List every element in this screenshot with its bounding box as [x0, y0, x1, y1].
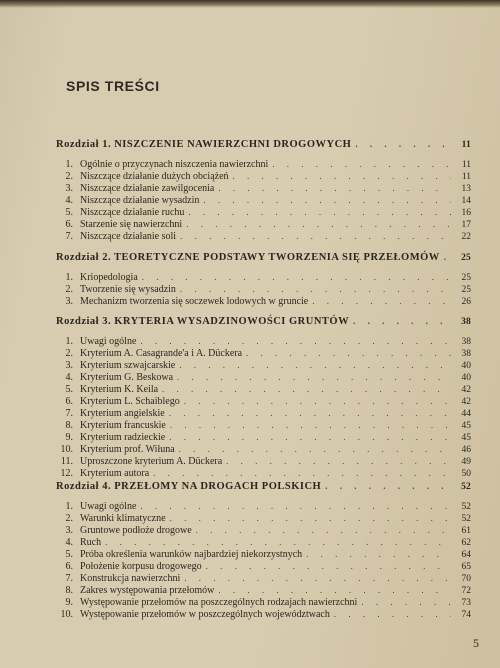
- page-number: 5: [473, 636, 479, 650]
- toc-entry: [56, 455, 471, 467]
- leader-dots: [226, 455, 451, 467]
- entry-number: 3.: [65, 296, 73, 307]
- chapter-items: [56, 500, 471, 620]
- leader-dots: [246, 347, 451, 359]
- toc-entry: [56, 548, 471, 560]
- entry-title: Niszczące działanie dużych obciążeń: [80, 171, 229, 182]
- entry-title: Uproszczone kryterium A. Dückera: [80, 456, 223, 467]
- entry-number: 7.: [65, 573, 73, 584]
- entry-number: 2.: [65, 513, 73, 524]
- entry-page: 17: [461, 220, 471, 230]
- chapter-title: Rozdział 1. NISZCZENIE NAWIERZCHNI DROGOWYCH: [56, 139, 352, 150]
- leader-dots: [140, 335, 451, 347]
- chapter-title: Rozdział 3. KRYTERIA WYSADZINOWOŚCI GRUNTÓW: [56, 316, 350, 327]
- toc-entry: [56, 347, 471, 359]
- entry-page: 50: [461, 469, 471, 479]
- leader-dots: [169, 431, 451, 443]
- leader-dots: [206, 560, 451, 572]
- entry-title: Ruch: [80, 537, 102, 548]
- entry-page: 74: [461, 610, 471, 620]
- entry-number: 1.: [65, 159, 73, 170]
- toc-entry: [56, 407, 471, 419]
- entry-page: 64: [461, 550, 471, 560]
- toc-entry: [56, 443, 471, 455]
- entry-number: 6.: [65, 561, 73, 572]
- entry-title: Kryterium francuskie: [80, 420, 166, 431]
- entry-page: 22: [461, 232, 471, 242]
- entry-title: Kryterium L. Schaiblego: [80, 396, 180, 407]
- entry-number: 8.: [65, 420, 73, 431]
- leader-dots: [153, 467, 451, 479]
- chapter-items: [56, 271, 471, 307]
- chapter-page: 52: [461, 482, 471, 492]
- toc-entry: [56, 383, 471, 395]
- entry-title: Gruntowe podłoże drogowe: [80, 525, 192, 536]
- leader-dots: [188, 206, 451, 218]
- toc-entry: [56, 218, 471, 230]
- leader-dots: [170, 419, 451, 431]
- toc-entry: [56, 608, 471, 620]
- leader-dots: [186, 218, 451, 230]
- toc-entry: [56, 194, 471, 206]
- entry-number: 7.: [65, 408, 73, 419]
- leader-dots: [353, 315, 451, 328]
- chapter-page: 25: [461, 253, 471, 263]
- leader-dots: [179, 443, 451, 455]
- entry-title: Kryterium autora: [80, 468, 150, 479]
- toc-entry: [56, 512, 471, 524]
- toc-entry: [56, 206, 471, 218]
- entry-page: 40: [461, 361, 471, 371]
- entry-number: 6.: [65, 219, 73, 230]
- entry-title: Uwagi ogólne: [80, 336, 137, 347]
- entry-title: Kryterium G. Beskowa: [80, 372, 174, 383]
- entry-title: Położenie korpusu drogowego: [80, 561, 202, 572]
- entry-title: Ogólnie o przyczynach niszczenia nawierzchni: [80, 159, 269, 170]
- toc-entry: [56, 158, 471, 170]
- entry-number: 1.: [65, 501, 73, 512]
- entry-page: 38: [461, 337, 471, 347]
- entry-title: Występowanie przełomów na poszczególnych rodzajach nawierzchni: [80, 597, 358, 608]
- entry-number: 5.: [65, 549, 73, 560]
- entry-title: Tworzenie się wysadzin: [80, 284, 176, 295]
- toc-entry: [56, 572, 471, 584]
- chapter-title: Rozdział 4. PRZEŁOMY NA DROGACH POLSKICH: [56, 481, 322, 492]
- entry-title: Konstrukcja nawierzchni: [80, 573, 181, 584]
- page-edge-shadow: [0, 0, 500, 8]
- entry-page: 45: [461, 433, 471, 443]
- entry-number: 10.: [60, 444, 73, 455]
- toc-entry: [56, 431, 471, 443]
- toc-entry: [56, 230, 471, 242]
- entry-page: 52: [461, 514, 471, 524]
- entry-page: 16: [461, 208, 471, 218]
- leader-dots: [162, 383, 451, 395]
- entry-number: 6.: [65, 396, 73, 407]
- entry-number: 1.: [65, 336, 73, 347]
- leader-dots: [196, 524, 451, 536]
- entry-number: 2.: [65, 284, 73, 295]
- entry-page: 11: [461, 172, 471, 182]
- leader-dots: [177, 371, 451, 383]
- entry-number: 1.: [65, 272, 73, 283]
- entry-title: Kriopedologia: [80, 272, 138, 283]
- entry-title: Kryterium prof. Wiłuna: [80, 444, 175, 455]
- entry-page: 44: [461, 409, 471, 419]
- toc-entry: [56, 283, 471, 295]
- chapter-title: Rozdział 2. TEORETYCZNE PODSTAWY TWORZENIA SIĘ PRZEŁOMÓW: [56, 252, 440, 263]
- entry-page: 46: [461, 445, 471, 455]
- entry-title: Kryterium K. Keila: [80, 384, 159, 395]
- entry-number: 11.: [60, 456, 73, 467]
- toc-entry: [56, 560, 471, 572]
- leader-dots: [180, 230, 451, 242]
- leader-dots: [312, 295, 451, 307]
- entry-title: Niszczące działanie soli: [80, 231, 177, 242]
- entry-number: 2.: [65, 171, 73, 182]
- entry-page: 62: [461, 538, 471, 548]
- entry-title: Zakres występowania przełomów: [80, 585, 215, 596]
- toc-entry: [56, 359, 471, 371]
- entry-page: 14: [461, 196, 471, 206]
- entry-number: 3.: [65, 183, 73, 194]
- toc-entry: [56, 182, 471, 194]
- chapter-2: [56, 251, 471, 307]
- leader-dots: [233, 170, 451, 182]
- entry-title: Kryterium szwajcarskie: [80, 360, 176, 371]
- entry-page: 72: [461, 586, 471, 596]
- entry-number: 4.: [65, 537, 73, 548]
- entry-number: 3.: [65, 525, 73, 536]
- entry-page: 65: [461, 562, 471, 572]
- toc-entry: [56, 596, 471, 608]
- chapter-items: [56, 158, 471, 242]
- entry-number: 10.: [60, 609, 73, 620]
- toc-entry: [56, 170, 471, 182]
- entry-number: 5.: [65, 207, 73, 218]
- leader-dots: [325, 480, 451, 493]
- leader-dots: [105, 536, 451, 548]
- toc-entry: [56, 524, 471, 536]
- entry-page: 61: [461, 526, 471, 536]
- entry-number: 7.: [65, 231, 73, 242]
- entry-page: 11: [461, 160, 471, 170]
- entry-number: 9.: [65, 597, 73, 608]
- toc-entry: [56, 419, 471, 431]
- entry-title: Mechanizm tworzenia się soczewek lodowych w gruncie: [80, 296, 309, 307]
- entry-page: 42: [461, 385, 471, 395]
- entry-number: 2.: [65, 348, 73, 359]
- entry-title: Kryterium angielskie: [80, 408, 165, 419]
- chapter-heading: [56, 480, 471, 494]
- leader-dots: [170, 512, 451, 524]
- entry-title: Próba określenia warunków najbardziej niekorzystnych: [80, 549, 303, 560]
- leader-dots: [334, 608, 451, 620]
- entry-title: Starzenie się nawierzchni: [80, 219, 183, 230]
- chapter-items: [56, 335, 471, 479]
- entry-page: 42: [461, 397, 471, 407]
- entry-page: 26: [461, 297, 471, 307]
- toc-entry: [56, 500, 471, 512]
- entry-title: Niszczące działanie ruchu: [80, 207, 185, 218]
- entry-number: 9.: [65, 432, 73, 443]
- entry-number: 12.: [60, 468, 73, 479]
- toc-entry: [56, 271, 471, 283]
- entry-page: 38: [461, 349, 471, 359]
- leader-dots: [140, 500, 451, 512]
- leader-dots: [306, 548, 451, 560]
- chapter-page: 38: [461, 317, 471, 327]
- toc-entry: [56, 371, 471, 383]
- leader-dots: [218, 584, 451, 596]
- entry-page: 52: [461, 502, 471, 512]
- entry-page: 49: [461, 457, 471, 467]
- leader-dots: [184, 572, 451, 584]
- chapter-heading: [56, 315, 471, 329]
- entry-number: 3.: [65, 360, 73, 371]
- toc-entry: [56, 295, 471, 307]
- leader-dots: [444, 251, 451, 264]
- chapter-heading: [56, 251, 471, 265]
- entry-number: 5.: [65, 384, 73, 395]
- leader-dots: [361, 596, 451, 608]
- entry-title: Uwagi ogólne: [80, 501, 137, 512]
- entry-page: 45: [461, 421, 471, 431]
- leader-dots: [169, 407, 451, 419]
- leader-dots: [272, 158, 451, 170]
- chapter-page: 11: [461, 140, 471, 150]
- entry-number: 4.: [65, 372, 73, 383]
- toc-entry: [56, 335, 471, 347]
- entry-title: Niszczące działanie zawilgocenia: [80, 183, 215, 194]
- toc-entry: [56, 467, 471, 479]
- leader-dots: [355, 138, 451, 151]
- entry-title: Niszczące działanie wysadzin: [80, 195, 200, 206]
- entry-page: 70: [461, 574, 471, 584]
- entry-number: 4.: [65, 195, 73, 206]
- entry-page: 40: [461, 373, 471, 383]
- entry-page: 13: [461, 184, 471, 194]
- entry-page: 25: [461, 273, 471, 283]
- chapter-3: [56, 315, 471, 479]
- entry-title: Kryterium radzieckie: [80, 432, 166, 443]
- page-title: SPIS TREŚCI: [66, 78, 160, 94]
- leader-dots: [180, 283, 451, 295]
- leader-dots: [179, 359, 451, 371]
- toc-entry: [56, 536, 471, 548]
- leader-dots: [203, 194, 451, 206]
- chapter-heading: [56, 138, 471, 152]
- entry-title: Warunki klimatyczne: [80, 513, 166, 524]
- chapter-4: [56, 480, 471, 620]
- toc-entry: [56, 584, 471, 596]
- toc-entry: [56, 395, 471, 407]
- entry-page: 73: [461, 598, 471, 608]
- entry-number: 8.: [65, 585, 73, 596]
- chapter-1: [56, 138, 471, 242]
- leader-dots: [142, 271, 451, 283]
- leader-dots: [184, 395, 451, 407]
- entry-title: Kryterium A. Casagrande'a i A. Dückera: [80, 348, 243, 359]
- entry-page: 25: [461, 285, 471, 295]
- leader-dots: [218, 182, 451, 194]
- entry-title: Występowanie przełomów w poszczególnych województwach: [80, 609, 330, 620]
